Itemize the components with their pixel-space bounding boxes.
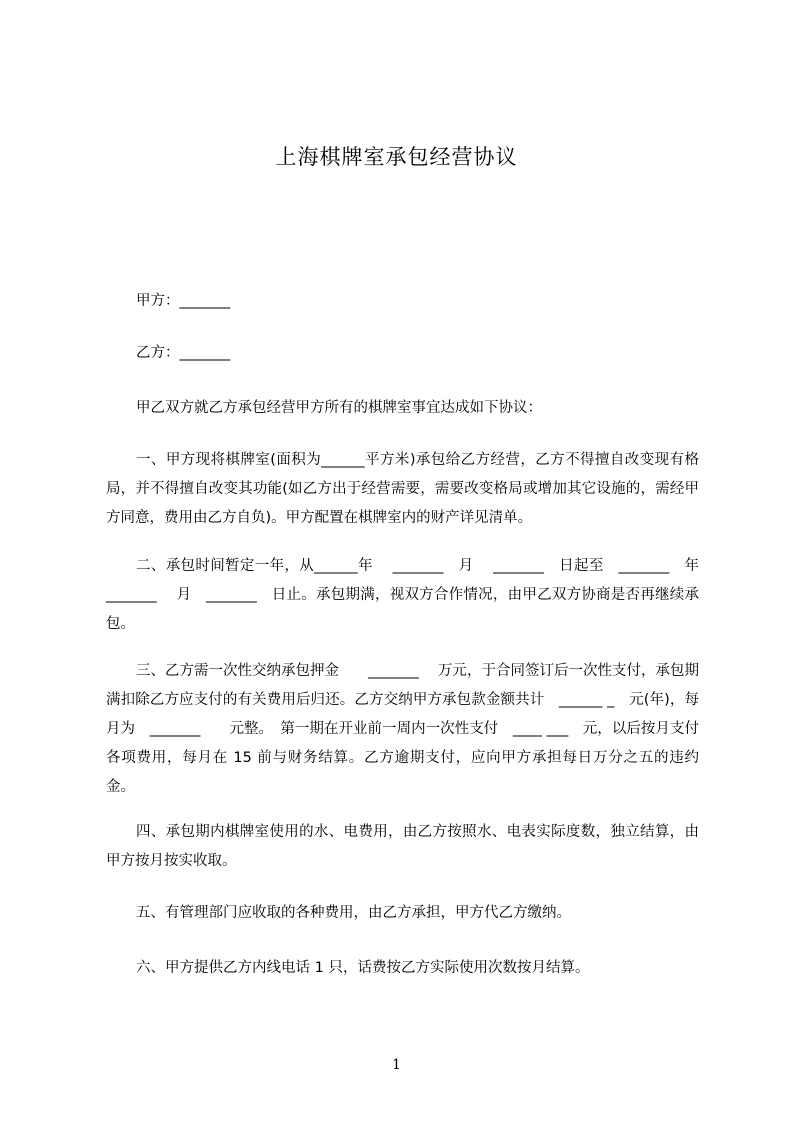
party-a-line: 甲方：_______	[136, 293, 231, 309]
page-number: 1	[392, 1057, 401, 1073]
clause-2: 二、承包时间暂定一年，从______年 _______ 月 _______ 日起至 _______ 年 _______ 月 _______ 日止。承包期满，视双方合作情况，由甲乙双方协商是否再继续承包。	[106, 558, 714, 632]
party-b-line: 乙方：_______	[136, 345, 231, 361]
document-title: 上海棋牌室承包经营协议	[275, 145, 518, 169]
clause-3: 三、乙方需一次性交纳承包押金 _______ 万元，于合同签订后一次性支付，承包期满扣除乙方应支付的有关费用后归还。乙方交纳甲方承包款金额共计 ______ _ 元(年)，每月为 _______ 元整。 第一期在开业前一周内一次性支付 ____ ___ 元，以后按月支付各项费用，每月在 15 前与财务结算。乙方逾期支付，应向甲方承担每日万分之五的违约金。	[106, 663, 699, 795]
clause-6: 六、甲方提供乙方内线电话 1 只，话费按乙方实际使用次数按月结算。	[136, 960, 590, 976]
clause-4: 四、承包期内棋牌室使用的水、电费用，由乙方按照水、电表实际度数，独立结算，由甲方按月按实收取。	[106, 824, 699, 869]
clause-5: 五、有管理部门应收取的各种费用，由乙方承担，甲方代乙方缴纳。	[136, 905, 571, 921]
agreement-intro: 甲乙双方就乙方承包经营甲方所有的棋牌室事宜达成如下协议：	[136, 400, 542, 416]
clause-1: 一、甲方现将棋牌室(面积为______平方米)承包给乙方经营，乙方不得擅自改变现有格局，并不得擅自改变其功能(如乙方出于经营需要，需要改变格局或增加其它设施的，需经甲方同意，费用由乙方自负)。甲方配置在棋牌室内的财产详见清单。	[106, 452, 699, 526]
